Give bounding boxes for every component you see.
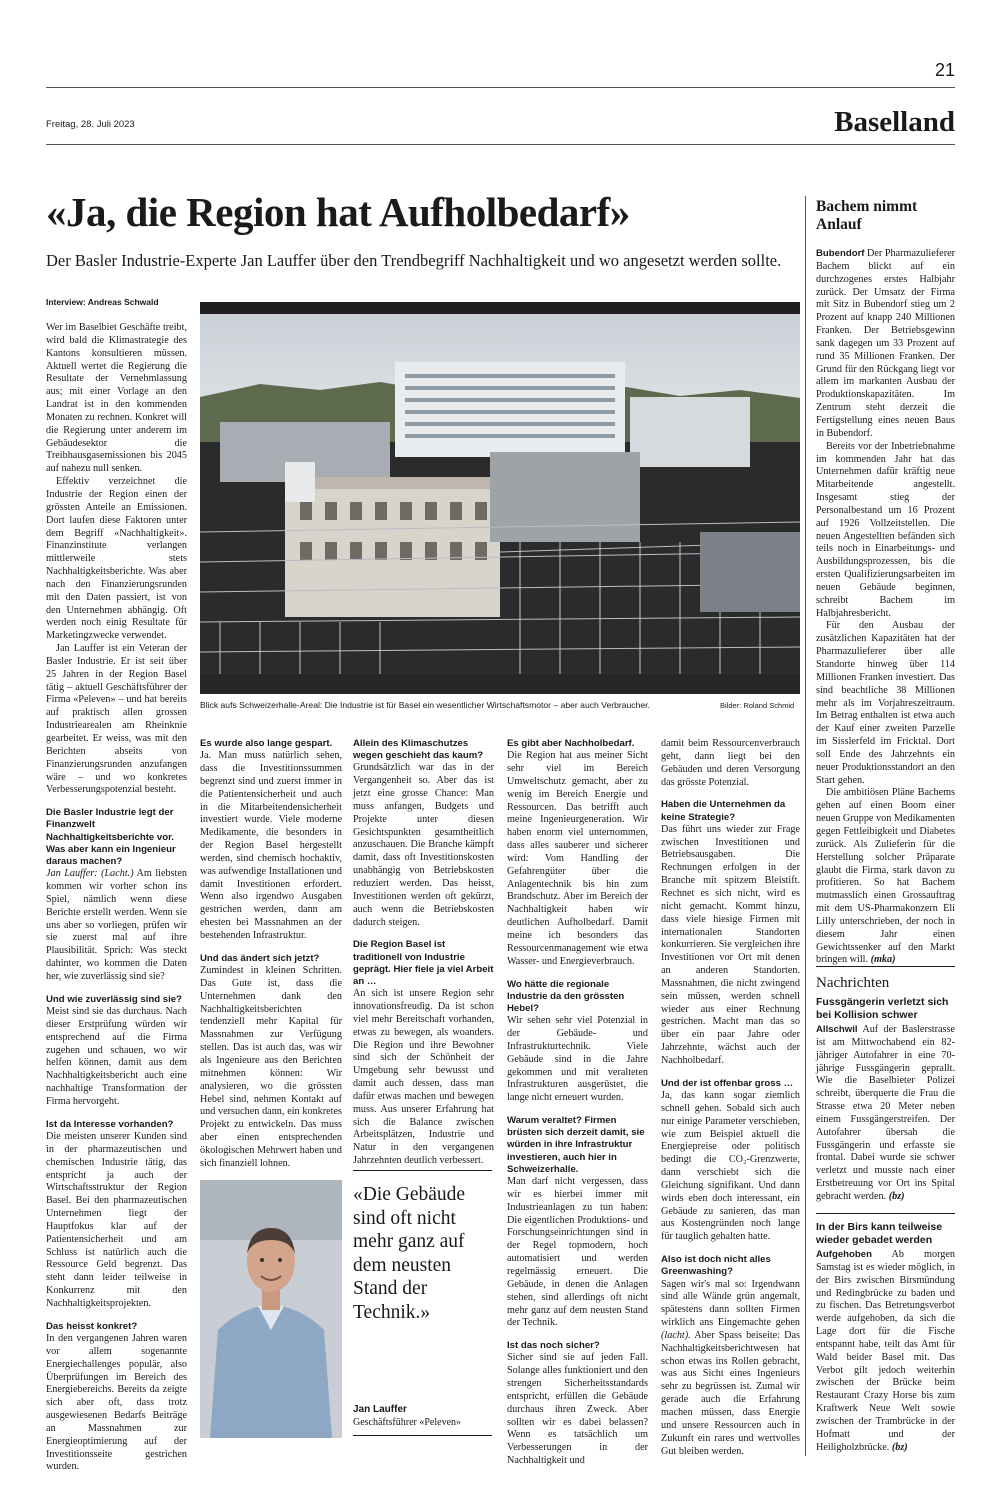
paragraph-text: Die ambitiösen Pläne Bachems gehen auf einen Boom einer neuen Gruppe von Medikamenten gegen Fettleibigkeit und Diabetes zurück. Als Zulieferin für die Herstellung solcher Präparate glaubt die Firma, stark davon zu profitieren. So hat Bachem mutmasslich einen Grossauftrag mit dem US-Pharmakonzern Eli Lilly unterschrieben, der noch in diesem Jahr einen Gewichtssenker auf den Markt bringen will. xyxy=(816,787,955,966)
paragraph: Effektiv verzeichnet die Industrie der Region einen der grössten Anteile an Emissionen. Dort laufen diese Faktoren unter dem Begriff «Nachhaltigkeit». Finanzinstitute verlangen mittlerweile stets Nachhaltigkeitsberichte. Was aber nach den Finanzierungsrunden mit den Daten passiert, ist von den Unternehmen abhängig. Oft werden noch einig Resultate für Marketingzwecke verwendet. xyxy=(46,476,187,642)
interview-question: Die Basler Industrie legt der Finanzwelt Nachhaltigkeitsberichte vor. Was aber kann ein Ingenieur daraus machen? xyxy=(46,807,176,868)
dateline: Allschwil xyxy=(816,1024,858,1035)
article-column-5 xyxy=(661,738,800,1458)
author-sign: (bz) xyxy=(886,1190,905,1202)
paragraph: Bereits vor der Inbetriebnahme im kommenden Jahr hat das Unternehmen dafür kräftig neue Mitarbeitende angestellt. Insgesamt stieg der Personalbestand um 16 Prozent auf 1926 Vollzeitstellen. Die neuen Angestellten befänden sich teils noch in Einarbeitungs- und Ausbildungsprozessen, bis die ersten Qualifizierungsarbeiten im neuen Gebäude beginnen, schreibt Bachem im Halbjahresbericht. xyxy=(816,440,955,619)
answer-text: Aber Spass beiseite: Das Nachhaltigkeitsberichtwesen hat schon etwas ins Rollen gebracht, was aus Sicht eines Ingenieurs sehr zu begrüssen ist. Zumal wir gerade auch die Erfahrung machen müssen, dass Energie und unsere Ressourcen auch in Zukunft ein rares und wertvolles Gut bleiben werden. xyxy=(661,1329,800,1457)
page-number: 21 xyxy=(934,60,955,80)
speaker: Jan Lauffer: (Lacht.) xyxy=(46,868,134,880)
paragraph: Wer im Baselbiet Geschäfte treibt, wird bald die Klimastrategie des Kantons konsultieren müssen. Aktuell wertet die Regierung die Resultate der Vernehmlassung aus; mit einer Vorlage an den Landrat ist in den kommenden Monaten zu rechnen. Konkret will die Regierung unter anderem im Gebäudesektor die Treibhausgasemissionen bis 2045 auf nahezu null senken. xyxy=(46,322,187,475)
interview-answer: Ja, das kann sogar ziemlich schnell gehen. Sobald sich auch nur einige Parameter verschieben, wie zum Beispiel aktuell die Energiepreise oder politisch bedingt die CO₂-Grenzwerte, dann verschiebt sich die Gleichung signifikant. Und dann wirds eben doch interessant, ein Gebäude zu sanieren, das man aus Kostengründen noch lange für tauglich gehalten hatte. xyxy=(661,1090,800,1243)
news-item-title: Fussgängerin verletzt sich bei Kollision schwer xyxy=(816,996,949,1021)
byline: Interview: Andreas Schwald xyxy=(46,297,159,307)
interview-question: Das heisst konkret? xyxy=(46,1320,138,1332)
paragraph xyxy=(816,248,955,441)
article-column-2 xyxy=(200,738,342,1171)
news-item xyxy=(816,1249,955,1455)
sidebar-divider xyxy=(805,196,806,1456)
paragraph-text: Ab morgen Samstag ist es wieder möglich, in der Birs zwischen Birsmündung und Redingbrücke zu baden und zu fischen. Das Betretungsverbot werde aufgehoben, da sich die Lage dort für die Fische entspannt habe, teilt das Amt für Wald beider Basel mit. Das Verbot gilt jedoch weiterhin zwischen der Brücke beim Restaurant Crazy Horse bis zum Kraftwerk Neue Welt sowie zwischen der Trambrücke in der Hofmatt und der Heiligholzbrücke. xyxy=(816,1249,955,1453)
quote-role: Geschäftsführer «Peleven» xyxy=(353,1417,462,1428)
interview-answer: Die Region hat aus meiner Sicht sehr viel im Bereich Umweltschutz gemacht, aber zu wenig im Bereich Energie und Ressourcen. Das betrifft auch meine Ingenieurgeneration. Wir haben enorm viel unternommen, dass alles sauberer und sicherer wird: Vom Handling der Gefahrengüter über die Anlagentechnik bis hin zum Brandschutz. Aber im Bereich der Nachhaltigkeit haben wir deutlichen Aufholbedarf. Damit meine ich besonders das Ressourcenmanagement wie etwa Wasser- und Energieverbrauch. xyxy=(507,750,648,967)
quote-name: Jan Lauffer xyxy=(353,1404,407,1415)
paragraph-text: Auf der Baslerstrasse ist am Mittwochabend ein 82-jähriger Autofahrer in eine 70-jährige Fussgängerin geprallt. Wie die Baselbieter Polizei schreibt, überquerte die Frau die Strasse etwa 20 Meter neben einem Fussgängerstreifen. Der Autofahrer übersah die Fussgängerin und erfasste sie frontal. Dabei wurde sie schwer verletzt und musste nach einer Erstbetreuung vor Ort ins Spital gebracht werden. xyxy=(816,1024,955,1202)
paragraph xyxy=(816,787,955,967)
paragraph: Für den Ausbau der zusätzlichen Kapazitäten hat der Pharmazulieferer über alle Standorte hinweg über 114 Millionen Franken investiert. Das sind beachtliche 38 Millionen mehr als im Vorjahreszeitraum. Im Betrag enthalten ist etwa auch der Kauf einer zweiten Parzelle im Sisslerfeld im Fricktal. Dort soll Ende des Jahrzehnts ein neuer Produktionsstandort an den Start gehen. xyxy=(816,620,955,786)
section-rule xyxy=(46,144,955,145)
interview-question: Ist da Interesse vorhanden? xyxy=(46,1118,174,1130)
dateline: Bubendorf xyxy=(816,248,865,259)
news-item xyxy=(816,1024,955,1204)
interview-answer: Das führt uns wieder zur Frage zwischen Investitionen und Betriebsausgaben. Die Rechnungen erfolgen in der Branche mit spitzem Bleistift. Rechnet es sich nicht, wird es nicht gemacht. Kommt hinzu, dass viele hiesige Firmen mit internationalen Standorten konkurrieren. Sie vergleichen ihre Investitionen vor Ort mit denen an anderen Standorten. Massnahmen, die nicht zwingend sein müssen, werden schnell wieder aus einer Rechnung gestrichen. Macht man das so über ein paar Jahre oder Jahrzehnte, wächst auch der Nachholbedarf. xyxy=(661,823,800,1066)
interview-answer xyxy=(661,1279,800,1459)
industrial-site-photo xyxy=(200,302,800,694)
news-rule xyxy=(816,966,955,967)
interview-answer: Sicher sind sie auf jeden Fall. Solange alles funktioniert und den strengen Sicherheitsstandards entspricht, erfüllen die Gebäude durchaus ihren Zweck. Aber sollten wir es dabei belassen? Wenn es tatsächlich um Verbesserungen in der Nachhaltigkeit und xyxy=(507,1352,648,1467)
interview-question: Und der ist offenbar gross … xyxy=(661,1077,794,1089)
interview-question: Ist das noch sicher? xyxy=(507,1340,600,1352)
interview-answer: damit beim Ressourcenverbrauch geht, dann liegt bei den Gebäuden und deren Versorgung das grösste Potenzial. xyxy=(661,738,800,788)
paragraph-text: Der Pharmazulieferer Bachem blickt auf ein durchzogenes erstes Halbjahr zurück. Der Umsatz der Firma mit Sitz in Bubendorf stieg um 2 Prozent auf knapp 240 Millionen Franken. Der Betriebsgewinn sank dagegen um 33 Prozent auf rund 35 Millionen Franken. Der Grund für den Rückgang liegt vor allem im markanten Ausbau der Produktionskapazitäten. Im Zentrum steht derzeit die Fertigstellung eines neuen Baus in Bubendorf. xyxy=(816,248,956,439)
interview-answer: An sich ist unsere Region sehr innovationsfreudig. Da ist schon viel mehr Bereitschaft vorhanden, etwas zu bewegen, als woanders. Die Region und ihre Bewohner sind sich der Schönheit der Umgebung sehr bewusst und damit auch dessen, dass man dafür etwas machen und bewegen muss. Aus unserer Erfahrung hat sich die Balance zwischen Arbeitsplätzen, Industrie und Natur in den vergangenen Jahrzehnten deutlich verbessert. xyxy=(353,988,494,1167)
answer-text: Sagen wir's mal so: Irgendwann sind alle Wände grün angemalt, spätestens dann sollten Firmen wirklich ans Eingemachte gehen xyxy=(661,1278,800,1329)
interview-answer: Zumindest in kleinen Schritten. Das Gute ist, dass die Unternehmen dank den Nachhaltigkeitsberichten tendenziell mehr Kapital für Massnahmen zur Verfügung stellen. Das ist auch das, was wir als Ingenieure aus den Berichten mitnehmen können: Wir analysieren, wo die grössten Hebel sind, nehmen Kontakt auf und versuchen dann, ein konkretes Projekt zu entwickeln. Das muss aber einen entsprechenden ökologischen Mehrwert haben und sich finanziell lohnen. xyxy=(200,965,342,1169)
news-item-title: In der Birs kann teilweise wieder gebadet werden xyxy=(816,1221,943,1246)
interview-question: Warum veraltet? Firmen brüsten sich derzeit damit, sie würden in ihre Infrastruktur investieren, auch hier in Schweizerhalle. xyxy=(507,1115,645,1175)
article-column-4 xyxy=(507,738,648,1468)
answer-text: Am liebsten kommen wir vorher schon ins Spiel, nämlich wenn diese Berichte erstellt werden. Wenn sie uns aber so vorliegen, prüfen wir sie zuerst mal auf ihre Plausibilität. Sprich: Was steckt dahinter, wo kommen die Daten her, wie zuverlässig sind sie? xyxy=(46,868,188,982)
interview-question: Es wurde also lange gespart. xyxy=(200,738,333,749)
paragraph: Jan Lauffer ist ein Veteran der Basler Industrie. Er ist seit über 25 Jahren in der Region Basel tätig – aktuell Geschäftsführer der Firma «Peleven» – und hat bereits auf praktisch allen grossen Industriearealen am Rheinknie gearbeitet. Er weiss, was mit den Berichten abseits von Finanzierungsrunden anzufangen wäre – und wo konkretes Verbesserungspotenzial besteht. xyxy=(46,643,187,796)
paragraph xyxy=(816,1249,955,1455)
interview-answer xyxy=(46,868,187,984)
news-rule xyxy=(816,1213,955,1214)
aside: (lacht). xyxy=(661,1329,691,1341)
interview-answer: Ja. Man muss natürlich sehen, dass die Investitionssummen begrenzt sind und zuerst immer in die Patientensicherheit und auch in die Mitarbeitendensicherheit investiert wurde. Viele moderne Medikamente, die besonders in der Region Basel hergestellt werden, sind chemisch hochaktiv, was aufwendige Installationen und damit Investitionen erfordert. Wenn also irgendwo Ausgaben gestrichen werden, dann am ehesten bei Massnahmen an der bestehenden Infrastruktur. xyxy=(200,750,342,942)
interview-question: Allein des Klimaschutzes wegen geschieht das kaum? xyxy=(353,738,484,762)
photo-credit: Bilder: Roland Schmid xyxy=(720,701,795,710)
interview-answer: Wir sehen sehr viel Potenzial in der Gebäude- und Infrastrukturtechnik. Viele Gebäude sind in die Jahre gekommen und mit veralteten Infrastrukturen ausgerüstet, die lange nicht erneuert wurden. xyxy=(507,1015,648,1104)
subheadline: Der Basler Industrie-Experte Jan Lauffer über den Trendbegriff Nachhaltigkeit und wo angesetzt werden sollte. xyxy=(46,251,782,270)
interview-question: Es gibt aber Nachholbedarf. xyxy=(507,738,635,749)
quote-rule xyxy=(353,1170,492,1171)
photo-caption: Blick aufs Schweizerhalle-Areal: Die Industrie ist für Basel ein wesentlicher Wirtschaftsmotor – aber auch Verbraucher. xyxy=(200,700,650,710)
dateline: Aufgehoben xyxy=(816,1249,872,1260)
section-title: Baselland xyxy=(834,106,955,138)
sidebar-article xyxy=(816,248,955,967)
interview-question: Also ist doch nicht alles Greenwashing? xyxy=(661,1254,771,1278)
interview-answer: Grundsätzlich war das in der Vergangenheit so. Aber das ist jetzt eine grosse Chance: Man muss anfangen, Budgets und Projekte unter diesen Gesichtspunkten gesamtheitlich anzuschauen. Die Branche kämpft damit, dass oft Investitionskosten unabhängig von Betriebskosten reduziert werden. Das heisst, Investitionen werden oft gekürzt, auch wenn die Betriebskosten dadurch steigen. xyxy=(353,762,494,928)
interview-question: Wo hätte die regionale Industrie da den grössten Hebel? xyxy=(507,978,625,1014)
interview-question: Und das ändert sich jetzt? xyxy=(200,952,320,964)
author-sign: (bz) xyxy=(889,1441,908,1453)
author-sign: (mka) xyxy=(868,954,896,966)
top-rule xyxy=(46,87,955,88)
portrait-photo xyxy=(200,1180,342,1438)
interview-answer: Man darf nicht vergessen, dass wir es hierbei immer mit Industrieanlagen zu tun haben: Die eigentlichen Produktions- und Forschungseinrichtungen sind in der Regel topmodern, hoch automatisiert und werden regelmässig erneuert. Die Gebäude, in denen die Anlagen stehen, sind allerdings oft nicht mehr ganz auf dem neusten Stand der Technik. xyxy=(507,1176,648,1329)
interview-answer: Die meisten unserer Kunden sind in der pharmazeutischen und chemischen Industrie tätig, das entspricht ja auch der Wirtschaftsstruktur der Region Basel. Bei den pharmazeutischen Unternehmen liegt der Hauptfokus klar auf der Patientensicherheit und am Schluss ist natürlich auch die Ressource Geld begrenzt. Das steht dann leider teilweise in Konkurrenz mit den Nachhaltigkeitsprojekten. xyxy=(46,1130,187,1309)
interview-answer: Meist sind sie das durchaus. Nach dieser Erstprüfung würden wir entsprechend auf die Firma zugehen und schauen, wo wir helfen können, damit aus dem Nachhaltigkeitsbericht auch eine nachhaltige Transformation der Firma hervorgeht. xyxy=(46,1006,187,1107)
sidebar-title: Bachem nimmt Anlauf xyxy=(816,198,918,233)
pull-quote: «Die Gebäude sind oft nicht mehr ganz auf dem neusten Stand der Technik.» xyxy=(353,1184,466,1323)
issue-date: Freitag, 28. Juli 2023 xyxy=(46,119,135,130)
quote-rule-bottom xyxy=(353,1435,492,1436)
interview-answer: In den vergangenen Jahren waren vor allem sogenannte Energiechallenges populär, also Überprüfungen im Bereich des Energiebereichs. Bereits da zeigte sich aber oft, dass trotz ausgewiesenen Bedarfs Beiträge an Massnahmen zur Energieoptimierung auf der Investitionsseite gestrichen wurden. xyxy=(46,1333,187,1473)
headline: «Ja, die Region hat Aufholbedarf» xyxy=(46,189,630,235)
interview-question: Die Region Basel ist traditionell von Industrie geprägt. Hier fiele ja viel Arbeit an … xyxy=(353,939,494,987)
interview-question: Und wie zuverlässig sind sie? xyxy=(46,993,182,1005)
article-column-3 xyxy=(353,738,494,1168)
paragraph xyxy=(816,1024,955,1204)
interview-question: Haben die Unternehmen da keine Strategie? xyxy=(661,799,786,823)
article-column-1 xyxy=(46,322,187,1474)
news-heading: Nachrichten xyxy=(816,975,890,991)
